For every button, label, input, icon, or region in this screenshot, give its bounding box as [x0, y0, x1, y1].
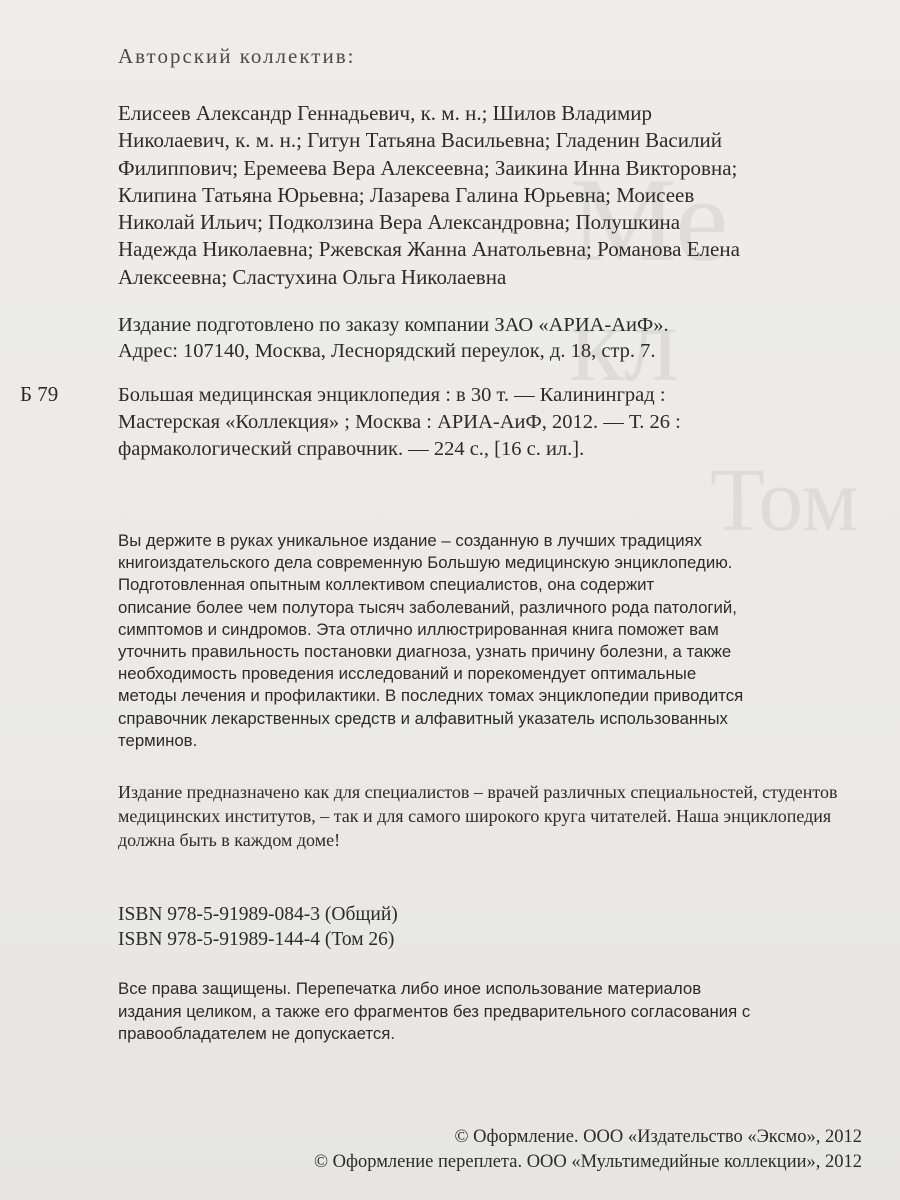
authors-line: Надежда Николаевна; Ржевская Жанна Анатольевна; Романова Елена — [118, 237, 740, 262]
authors-line: Елисеев Александр Геннадьевич, к. м. н.; Шилов Владимир — [118, 101, 652, 125]
authors-line: Филиппович; Еремеева Вера Алексеевна; Заикина Инна Викторовна; — [118, 155, 738, 180]
annotation-line: уточнить правильность постановки диагноза, узнать причину болезни, а также — [118, 642, 732, 662]
audience-line: специальностей, студентов медицинских институтов, – так и для самого широкого — [118, 782, 838, 826]
audience-paragraph — [118, 780, 838, 852]
svg-text:Том: Том — [710, 451, 859, 550]
annotation-line: методы лечения и профилактики. В последних томах энциклопедии приводится — [118, 686, 744, 706]
publisher-order-note — [118, 312, 808, 364]
annotation-line: необходимость проведения исследований и порекомендует оптимальные — [118, 664, 697, 684]
authors-line: Николай Ильич; Подколзина Вера Александровна; Полушкина — [118, 210, 681, 235]
rights-line: правообладателем не допускается. — [118, 1024, 396, 1043]
biblio-line: Мастерская «Коллекция» ; Москва : АРИА-АиФ, 2012. — Т. 26 : — [118, 411, 681, 433]
isbn-block — [118, 902, 808, 952]
isbn-volume: ISBN 978-5-91989-144-4 (Том 26) — [118, 929, 395, 950]
authors-heading: Авторский коллектив: — [118, 44, 356, 68]
annotation-line: описание более чем полутора тысяч заболеваний, различного рода патологий, — [118, 597, 737, 617]
address-line: Адрес: 107140, Москва, Леснорядский переулок, д. 18, стр. 7. — [118, 340, 656, 362]
author-sign-code: Б 79 — [20, 382, 59, 406]
authors-line: Клипина Татьяна Юрьевна; Лазарева Галина Юрьевна; Моисеев — [118, 182, 695, 207]
svg-text:Ме: Ме — [570, 153, 729, 286]
annotation-line: симптомов и синдромов. Эта отлично иллюстрированная книга поможет вам — [118, 619, 719, 639]
authors-list — [118, 100, 838, 291]
biblio-line: Большая медицинская энциклопедия : в 30 т. — Калининград : — [118, 384, 666, 406]
copyright-design: © Оформление. ООО «Издательство «Эксмо», 2012 — [454, 1127, 862, 1147]
annotation-line: справочник лекарственных средств и алфавитный указатель использованных — [118, 708, 728, 728]
annotation-paragraph — [118, 530, 838, 752]
authors-line: Алексеевна; Сластухина Ольга Николаевна — [118, 264, 507, 289]
copyright-binding: © Оформление переплета. ООО «Мультимедийные коллекции», 2012 — [313, 1151, 862, 1172]
rights-notice — [118, 978, 858, 1046]
bibliographic-record — [118, 382, 818, 463]
audience-line: круга читателей. Наша энциклопедия должна быть в каждом доме! — [118, 806, 832, 850]
annotation-line: книгоиздательского дела современную Большую медицинскую энциклопедию. — [118, 553, 733, 573]
annotation-line: терминов. — [118, 730, 198, 750]
authors-line: Николаевич, к. м. н.; Гитун Татьяна Васильевна; Гладенин Василий — [118, 128, 722, 153]
prepared-line: Издание подготовлено по заказу компании ЗАО «АРИА-АиФ». — [118, 314, 669, 336]
copyright-block — [314, 1125, 862, 1174]
audience-line: Издание предназначено как для специалистов – врачей различных — [118, 782, 626, 802]
svg-text:кл: кл — [570, 282, 679, 404]
rights-line: издания целиком, а также его фрагментов без предварительного согласования с — [118, 1001, 751, 1021]
annotation-line: Вы держите в руках уникальное издание – созданную в лучших традициях — [118, 531, 703, 550]
isbn-general: ISBN 978-5-91989-084-3 (Общий) — [118, 904, 398, 925]
annotation-line: Подготовленная опытным коллективом специалистов, она содержит — [118, 575, 655, 595]
biblio-line: фармакологический справочник. — 224 с., [16 с. ил.]. — [118, 438, 585, 460]
rights-line: Все права защищены. Перепечатка либо иное использование материалов — [118, 979, 702, 998]
